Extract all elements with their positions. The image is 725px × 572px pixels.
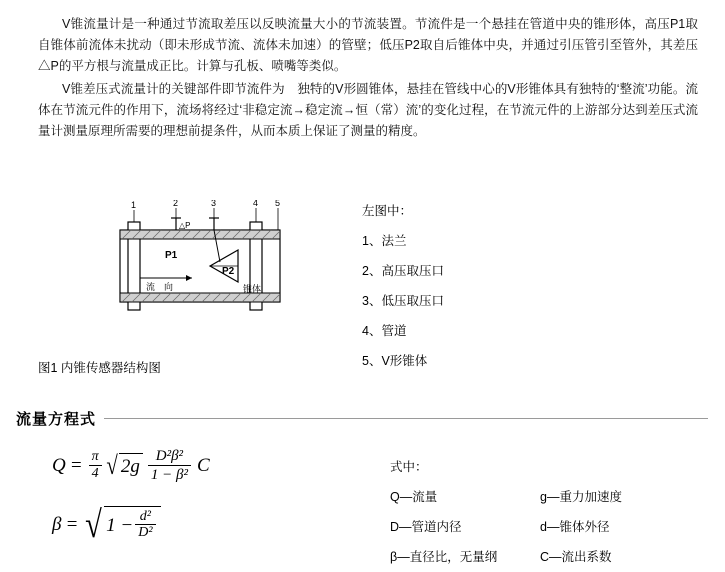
sqrt-2g-radicand: 2g (119, 453, 143, 479)
intro-text-block (38, 14, 698, 144)
symbol-c: C—流出系数 (540, 550, 612, 564)
fraction-pi-over-4 (89, 449, 102, 482)
symbol-legend-title-row (390, 452, 710, 482)
sqrt-beta (83, 503, 160, 546)
symbol-legend (390, 452, 710, 572)
legend-item-4: 4、管道 (362, 324, 407, 338)
symbol-legend-row (390, 542, 710, 572)
legend-title: 左图中： (362, 204, 413, 218)
fraction-numerator-d2: d² (139, 508, 151, 524)
section-divider (104, 418, 708, 419)
svg-text:P2: P2 (222, 266, 235, 277)
svg-text:4: 4 (253, 200, 259, 208)
fraction-denominator-D2: D² (135, 524, 155, 542)
fraction-numerator-d2beta2: D²β² (155, 448, 184, 464)
sqrt-2g (105, 450, 143, 480)
svg-text:1: 1 (131, 200, 137, 210)
section-header (16, 408, 708, 429)
svg-text:2: 2 (173, 200, 179, 208)
radical-icon: √ (106, 450, 118, 480)
svg-text:流 向: 流 向 (146, 282, 174, 292)
formula-beta-symbol: β (52, 513, 62, 535)
svg-text:△P: △P (179, 221, 191, 230)
figure-legend (362, 196, 444, 376)
intro-paragraph-2: V锥差压式流量计的关键部件即节流件为 独特的V形圆锥体，悬挂在管线中心的V形锥体具有独特的‘整流’功能。流体在节流元件的作用下，流场将经过‘非稳定流→稳定流→恒（常）流’的变化过程，在节流元件的上游部分达到差压式流量计测量原理所需要的理想前提条件，从而本质上保证了测量的精度。 (38, 82, 698, 138)
cone-sensor-diagram (110, 200, 310, 350)
fraction-denominator: 4 (89, 465, 102, 483)
flow-equations (52, 448, 352, 544)
symbol-q: Q—流量 (390, 490, 438, 504)
svg-text:锥体: 锥体 (243, 284, 262, 294)
figure-caption: 图1 内锥传感器结构图 (38, 361, 161, 375)
beta-one-minus: 1 − (106, 514, 134, 536)
legend-item-3: 3、低压取压口 (362, 294, 444, 308)
formula-flow-rate (52, 448, 352, 484)
svg-text:P1: P1 (165, 250, 178, 261)
svg-text:5: 5 (275, 200, 281, 208)
symbol-g: g—重力加速度 (540, 490, 622, 504)
fraction-denominator-1minusbeta2: 1 − β² (148, 465, 191, 484)
symbol-legend-title: 式中： (390, 460, 428, 474)
formula-beta-equals: = (65, 513, 79, 535)
sqrt-beta-radicand (104, 506, 160, 544)
symbol-d-lower: d—锥体外径 (540, 520, 610, 534)
symbol-legend-row (390, 512, 710, 542)
fraction-d2beta2 (148, 448, 191, 484)
fraction-d2-over-D2 (135, 509, 155, 542)
fraction-numerator: π (91, 449, 99, 465)
svg-text:3: 3 (211, 200, 217, 208)
symbol-beta: β—直径比，无量纲 (390, 550, 498, 564)
radical-icon-tall: √ (85, 503, 103, 546)
section-title: 流量方程式 (16, 411, 97, 428)
symbol-d-upper: D—管道内径 (390, 520, 462, 534)
formula-coefficient-c: C (196, 454, 210, 476)
symbol-legend-row (390, 482, 710, 512)
intro-paragraph-1: V锥流量计是一种通过节流取差压以反映流量大小的节流装置。节流件是一个悬挂在管道中央的锥形体，高压P1取自锥体前流体未扰动（即未形成节流、流体未加速）的管壁；低压P2取自后锥体中央，并通过引压管引至管外，其差压△P的平方根与流量成正比。计算与孔板、喷嘴等类似。 (38, 17, 698, 73)
legend-item-1: 1、法兰 (362, 234, 407, 248)
legend-item-5: 5、V形锥体 (362, 354, 428, 368)
formula-equals: = (69, 454, 83, 476)
legend-item-2: 2、高压取压口 (362, 264, 444, 278)
formula-q-symbol: Q (52, 454, 66, 476)
formula-beta-ratio (52, 503, 352, 546)
